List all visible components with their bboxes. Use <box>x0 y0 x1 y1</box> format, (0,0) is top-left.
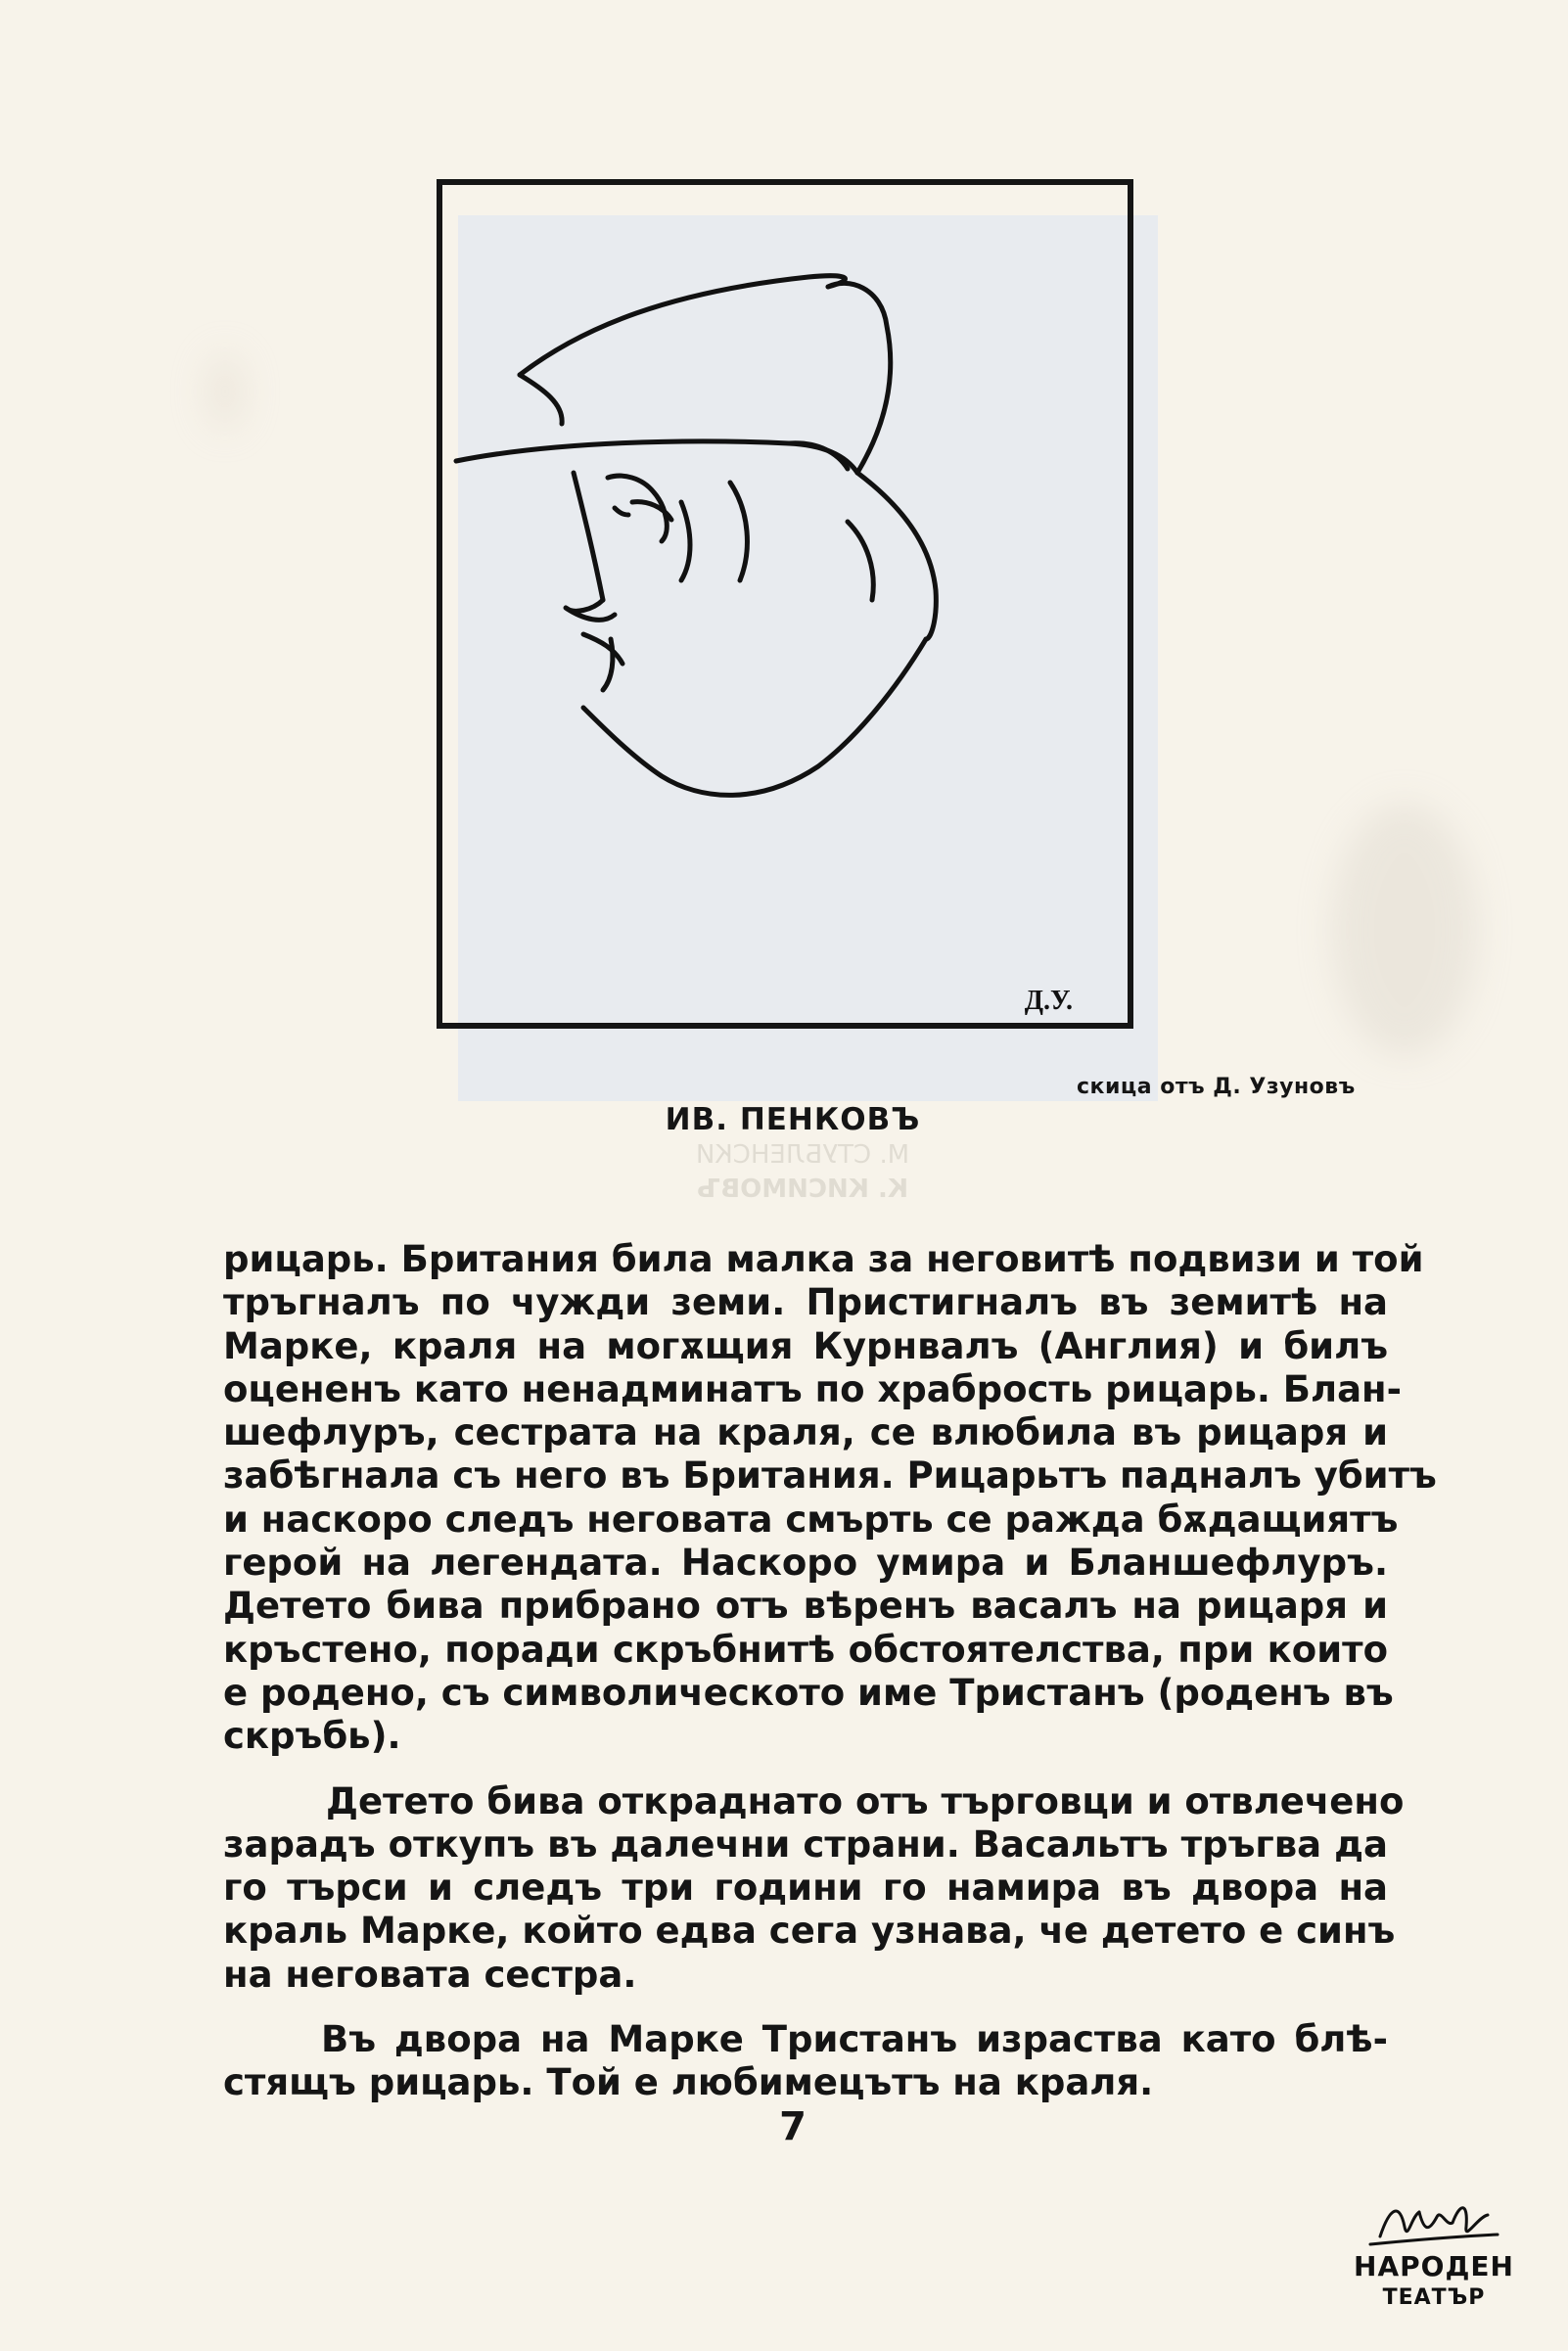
text-line: стящъ рицарь. Той е любимецътъ на краля. <box>223 2061 1154 2104</box>
paragraph <box>223 1779 1405 1997</box>
sketch-caption: скица отъ Д. Узуновъ <box>1077 1075 1356 1099</box>
text-line: рицарь. Британия била малка за неговитѣ подвизи и той <box>223 1238 1424 1280</box>
text-line: Детето бива прибрано отъ вѣренъ васалъ на рицаря и <box>223 1585 1388 1628</box>
text-line: герой на легендата. Наскоро умира и Бланшефлуръ. <box>223 1542 1388 1585</box>
text-line: скръбь). <box>223 1715 401 1758</box>
text-line: го търси и следъ три години го намира въ двора на <box>223 1867 1388 1910</box>
show-through-text: К. КИСИМОВЪ <box>696 1175 909 1204</box>
paragraph <box>223 2018 1388 2105</box>
text-line: тръгналъ по чужди земи. Пристигналъ въ земитѣ на <box>223 1281 1388 1324</box>
text-line: зарадъ откупъ въ далечни страни. Васальтъ тръгва да <box>223 1822 1388 1866</box>
text-line: Марке, краля на могѫщия Курнвалъ (Англия) и билъ <box>223 1324 1388 1367</box>
text-line: шефлуръ, сестрата на краля, се влюбила въ рицаря и <box>223 1411 1388 1454</box>
text-line: кръстено, поради скръбнитѣ обстоятелства, при които <box>223 1628 1388 1671</box>
text-line: на неговата сестра. <box>223 1953 637 1996</box>
text-line: оцененъ като ненадминатъ по храбрость рицарь. Блан- <box>223 1367 1402 1410</box>
national-theatre-logo <box>1351 2188 1517 2320</box>
show-through-text: М. СТУБЛЕНСКИ <box>695 1140 910 1170</box>
paper-stain <box>1331 803 1478 1057</box>
paper-stain <box>206 352 245 431</box>
logo-line2: ТЕАТЪР <box>1382 2285 1486 2310</box>
signature-icon <box>1351 2188 1517 2256</box>
page-title: ИВ. ПЕНКОВЪ <box>665 1102 921 1137</box>
text-line: Детето бива откраднато отъ търговци и отвлечено <box>326 1779 1405 1822</box>
body-text <box>223 1238 1437 2105</box>
logo-line1: НАРОДЕН <box>1354 2250 1514 2282</box>
text-line: и наскоро следъ неговата смърть се ражда бѫдащиятъ <box>223 1498 1399 1541</box>
portrait-sketch <box>437 179 1133 1029</box>
text-line: Въ двора на Марке Тристанъ израства като блѣ- <box>321 2018 1388 2061</box>
page-number: 7 <box>779 2104 807 2149</box>
paragraph <box>223 1238 1437 1759</box>
text-line: е родено, съ символическото име Тристанъ (роденъ въ <box>223 1671 1394 1714</box>
artist-initials: Д.У. <box>1024 986 1073 1016</box>
text-line: забѣгнала съ него въ Британия. Рицарьтъ падналъ убитъ <box>223 1454 1437 1498</box>
text-line: краль Марке, който едва сега узнава, че детето е синъ <box>223 1910 1396 1953</box>
